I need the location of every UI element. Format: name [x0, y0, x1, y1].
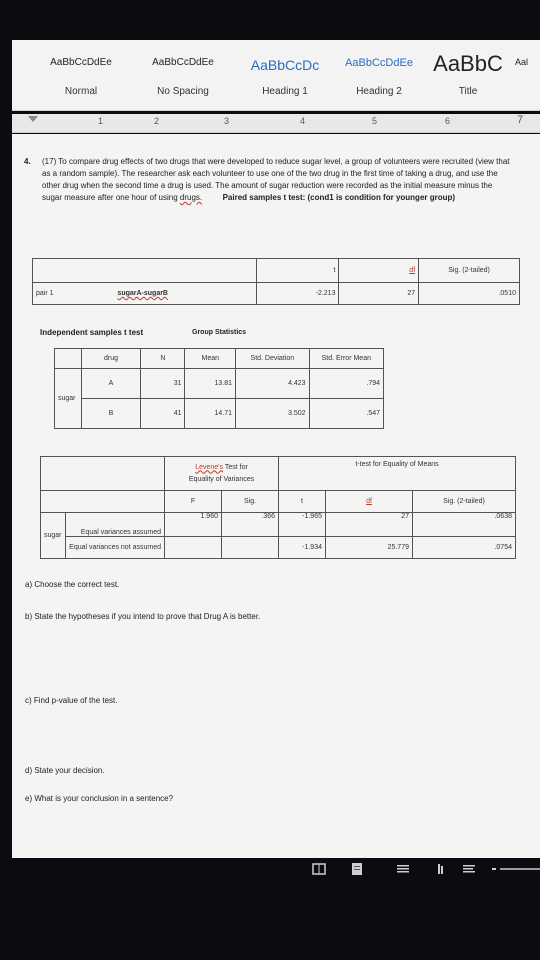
levene-header-line2: Equality of Variances [188, 475, 255, 483]
ruler-number: 2 [154, 116, 160, 126]
style-more[interactable] [514, 48, 540, 106]
status-bar [300, 856, 540, 882]
col-header: Std. Deviation [236, 349, 310, 369]
drug-cell: B [81, 399, 140, 429]
levene-ttest-table [40, 456, 516, 559]
ruler-number: 6 [445, 116, 451, 126]
ruler [12, 114, 540, 133]
question-number: 4. [24, 157, 31, 166]
style-sample: Aal [515, 57, 529, 67]
paired-note: Paired samples t test: (cond1 is condition for younger group) [222, 193, 456, 202]
zoom-out-icon[interactable] [492, 868, 496, 870]
var-label: sugar [41, 513, 66, 559]
style-sample: AaBbCcDdEe [345, 57, 413, 69]
col-header: Sig. [222, 491, 279, 513]
table-row [41, 537, 516, 559]
subquestion-c: c) Find p-value of the test. [25, 696, 118, 705]
sig-cell [222, 537, 279, 559]
zoom-slider[interactable] [500, 868, 540, 870]
question-drugs-word: drugs. [179, 193, 203, 202]
style-name: Normal [64, 86, 98, 97]
df-cell: 25.779 [326, 537, 413, 559]
levene-word: Levene's [195, 463, 224, 471]
n-cell: 31 [141, 369, 185, 399]
t-cell: -1.965 [279, 513, 326, 537]
table-row [55, 369, 384, 399]
t-value: -2.213 [257, 283, 339, 305]
draft-view-icon[interactable] [462, 862, 476, 876]
col-header: t [279, 491, 326, 513]
independent-title: Independent samples t test [40, 328, 144, 337]
ruler-number: 7 [517, 114, 524, 126]
p-cell: .0754 [413, 537, 516, 559]
ruler-number: 5 [372, 116, 378, 126]
f-cell: 1.960 [165, 513, 222, 537]
t-cell: -1.934 [279, 537, 326, 559]
col-header: Sig. (2-tailed) [413, 491, 516, 513]
subquestion-e: e) What is your conclusion in a sentence? [25, 794, 174, 803]
pair-label: pair 1 [36, 290, 54, 297]
sd-cell: 4.423 [236, 369, 310, 399]
df-cell: 27 [326, 513, 413, 537]
col-header: Std. Error Mean [309, 349, 383, 369]
row-label: Equal variances not assumed [66, 537, 165, 559]
col-header: F [165, 491, 222, 513]
print-layout-icon[interactable] [350, 862, 364, 876]
row-label: Equal variances assumed [66, 513, 165, 537]
mean-cell: 13.81 [185, 369, 236, 399]
style-normal[interactable] [32, 48, 130, 106]
group-statistics-table [54, 348, 384, 429]
col-header: N [141, 349, 185, 369]
paired-samples-table [32, 258, 520, 305]
ruler-number: 3 [224, 116, 230, 126]
style-name: Heading 1 [262, 86, 308, 97]
question-text: (17) To compare drug effects of two drugs that were developed to reduce sugar level, a group of volunteers were recruited (view that as a random sample). The researcher ask each volunteer to use one of the two drug in the first time of taking a drug, and use the other drug when the second time a drug is used. The amount of sugar reduction were recorded as the initial measure minus the sugar measure after one hour of using [42, 157, 510, 202]
col-header: Sig. (2-tailed) [419, 259, 520, 283]
question-4 [24, 156, 512, 204]
mean-cell: 14.71 [185, 399, 236, 429]
se-cell: .547 [309, 399, 383, 429]
web-layout-icon[interactable] [396, 862, 410, 876]
style-sample: AaBbC [433, 51, 503, 76]
p-cell: .0638 [413, 513, 516, 537]
sig-cell: .366 [222, 513, 279, 537]
n-cell: 41 [141, 399, 185, 429]
ruler-number: 4 [300, 116, 306, 126]
style-sample: AaBbCcDdEe [50, 57, 112, 68]
table-row [41, 513, 516, 537]
col-header: df [339, 259, 419, 283]
style-name: Title [458, 86, 478, 97]
group-statistics-title: Group Statistics [192, 329, 247, 336]
style-name: Heading 2 [356, 86, 402, 97]
se-cell: .794 [309, 369, 383, 399]
ttest-header: t-test for Equality of Means [279, 457, 516, 491]
style-name: No Spacing [157, 86, 209, 97]
levene-header: Test for [224, 463, 248, 471]
col-header: drug [81, 349, 140, 369]
ruler-number: 1 [98, 116, 104, 126]
df-value: 27 [339, 283, 419, 305]
outline-view-icon[interactable] [432, 862, 446, 876]
subquestion-d: d) State your decision. [25, 766, 105, 775]
table-row [33, 283, 520, 305]
style-heading-2[interactable] [330, 48, 428, 106]
styles-ribbon [12, 40, 540, 111]
subquestion-a: a) Choose the correct test. [25, 580, 120, 589]
document-page[interactable] [12, 134, 540, 858]
col-header: Mean [185, 349, 236, 369]
f-cell [165, 537, 222, 559]
style-no-spacing[interactable] [134, 48, 232, 106]
sd-cell: 3.502 [236, 399, 310, 429]
style-title[interactable] [422, 48, 514, 106]
indent-marker-icon[interactable] [28, 116, 38, 122]
read-mode-icon[interactable] [312, 862, 326, 876]
pair-name: sugarA-sugarB [117, 290, 168, 297]
col-header: t [257, 259, 339, 283]
style-sample: AaBbCcDc [250, 57, 320, 73]
var-label: sugar [55, 369, 82, 429]
col-header: df [326, 491, 413, 513]
subquestion-b: b) State the hypotheses if you intend to prove that Drug A is better. [25, 612, 261, 621]
style-heading-1[interactable] [236, 48, 334, 106]
sig-value: .0510 [419, 283, 520, 305]
style-sample: AaBbCcDdEe [152, 57, 214, 68]
table-row [55, 399, 384, 429]
drug-cell: A [81, 369, 140, 399]
